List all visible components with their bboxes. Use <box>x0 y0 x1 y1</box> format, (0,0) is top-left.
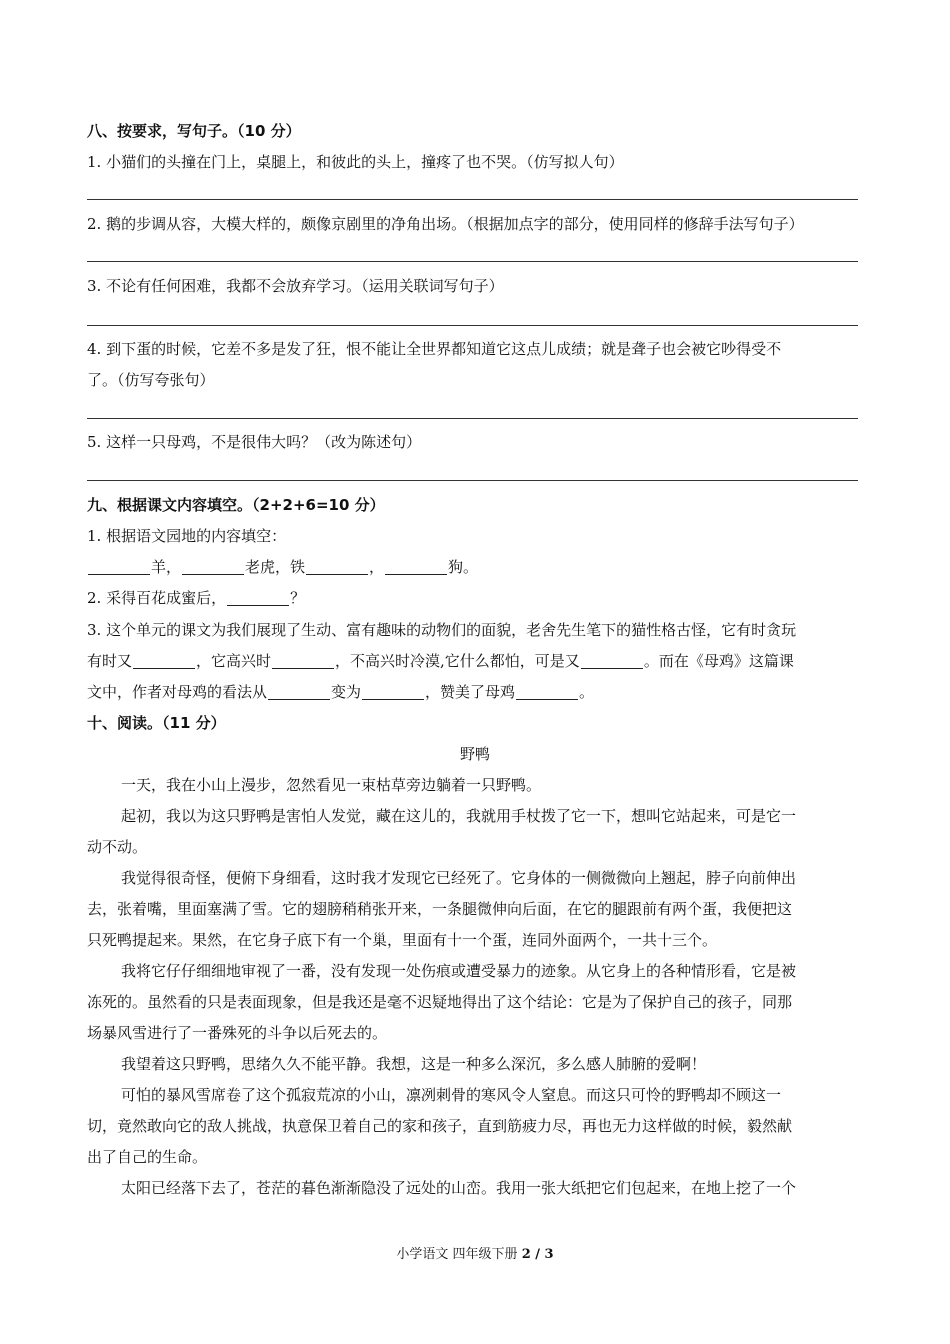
passage-paragraph-6-line: 出了自己的生命。 <box>87 1148 208 1166</box>
fill-text: ，赞美了母鸡 <box>425 683 516 701</box>
fill-text: 狗。 <box>448 558 479 576</box>
passage-paragraph-4-line: 冻死的。虽然看的只是表面现象，但是我还是毫不迟疑地得出了这个结论：它是为了保护自己的孩子，同那 <box>87 993 793 1011</box>
s8-question-4-line-1: 4. 到下蛋的时候，它差不多是发了狂，恨不能让全世界都知道它这点儿成绩；就是聋子也会被它吵得受不 <box>87 340 782 358</box>
fill-text: ，它高兴时 <box>196 652 272 670</box>
passage-paragraph-2-line: 起初，我以为这只野鸭是害怕人发觉，藏在这儿的，我就用手杖拨了它一下，想叫它站起来，可是它一 <box>121 807 797 825</box>
passage-paragraph-7-line: 太阳已经落下去了，苍茫的暮色渐渐隐没了远处的山峦。我用一张大纸把它们包起来，在地上挖了一个 <box>121 1179 797 1197</box>
s8-question-1: 1. 小猫们的头撞在门上，桌腿上，和彼此的头上，撞疼了也不哭。（仿写拟人句） <box>87 153 624 171</box>
fill-blank[interactable] <box>182 559 244 575</box>
s9-question-1: 1. 根据语文园地的内容填空： <box>87 527 287 545</box>
page-number: 2 / 3 <box>521 1247 554 1262</box>
fill-blank[interactable] <box>133 653 195 669</box>
fill-text: 文中，作者对母鸡的看法从 <box>87 683 268 701</box>
fill-text: ？ <box>290 589 306 607</box>
page-footer <box>0 1246 950 1264</box>
passage-paragraph-1: 一天，我在小山上漫步，忽然看见一束枯草旁边躺着一只野鸭。 <box>121 776 542 794</box>
s9-question-3-line-1: 3. 这个单元的课文为我们展现了生动、富有趣味的动物们的面貌，老舍先生笔下的猫性格古怪，它有时贪玩 <box>87 621 797 639</box>
fill-text: 老虎，铁 <box>245 558 306 576</box>
passage-paragraph-3-line: 我觉得很奇怪，便俯下身细看，这时我才发现它已经死了。它身体的一侧微微向上翘起，脖子向前伸出 <box>121 869 797 887</box>
fill-text: 。 <box>579 683 595 701</box>
passage-paragraph-3-line: 去，张着嘴，里面塞满了雪。它的翅膀稍稍张开来，一条腿微伸向后面，在它的腿跟前有两个蛋，我便把这 <box>87 900 793 918</box>
passage-paragraph-4-line: 我将它仔仔细细地审视了一番，没有发现一处伤痕或遭受暴力的迹象。从它身上的各种情形看，它是被 <box>121 962 797 980</box>
fill-blank[interactable] <box>88 559 150 575</box>
s9-question-1-fill <box>87 557 478 577</box>
s9-question-3-line-2 <box>87 651 794 671</box>
passage-paragraph-6-line: 可怕的暴风雪席卷了这个孤寂荒凉的小山，凛冽刺骨的寒风令人窒息。而这只可怜的野鸭却不顾这一 <box>121 1086 782 1104</box>
fill-text: 变为 <box>331 683 362 701</box>
passage-paragraph-3-line: 只死鸭提起来。果然，在它身子底下有一个巢，里面有十一个蛋，连同外面两个，一共十三个。 <box>87 931 718 949</box>
fill-text: 2. 采得百花成蜜后， <box>87 589 227 607</box>
section-9-heading: 九、根据课文内容填空。（2+2+6=10 分） <box>87 496 385 514</box>
fill-text: 。而在《母鸡》这篇课 <box>643 652 794 670</box>
s8-question-4-line-2: 了。（仿写夸张句） <box>87 371 215 389</box>
fill-text: 羊， <box>151 558 182 576</box>
fill-blank[interactable] <box>306 559 368 575</box>
fill-blank[interactable] <box>385 559 447 575</box>
passage-paragraph-2-line: 动不动。 <box>87 838 148 856</box>
s8-question-5: 5. 这样一只母鸡，不是很伟大吗？（改为陈述句） <box>87 433 422 451</box>
fill-blank[interactable] <box>362 684 424 700</box>
answer-line-3[interactable] <box>87 325 858 326</box>
fill-blank[interactable] <box>516 684 578 700</box>
passage-paragraph-6-line: 切，竟然敢向它的敌人挑战，执意保卫着自己的家和孩子，直到筋疲力尽，再也无力这样做的时候，毅然献 <box>87 1117 793 1135</box>
fill-text: ， <box>369 558 385 576</box>
answer-line-2[interactable] <box>87 261 858 262</box>
section-8-heading: 八、按要求，写句子。（10 分） <box>87 122 301 140</box>
s9-question-2 <box>87 588 305 608</box>
passage-title: 野鸭 <box>459 745 490 763</box>
section-10-heading: 十、阅读。（11 分） <box>87 714 226 732</box>
passage-paragraph-4-line: 场暴风雪进行了一番殊死的斗争以后死去的。 <box>87 1024 388 1042</box>
fill-text: ，不高兴时冷漠,它什么都怕，可是又 <box>335 652 580 670</box>
fill-blank[interactable] <box>272 653 334 669</box>
fill-blank[interactable] <box>581 653 643 669</box>
fill-blank[interactable] <box>268 684 330 700</box>
s9-question-3-line-3 <box>87 682 594 702</box>
answer-line-5[interactable] <box>87 480 858 481</box>
s8-question-3: 3. 不论有任何困难，我都不会放弃学习。（运用关联词写句子） <box>87 277 504 295</box>
s8-question-2: 2. 鹅的步调从容，大模大样的，颇像京剧里的净角出场。（根据加点字的部分，使用同样的修辞手法写句子） <box>87 215 804 233</box>
passage-paragraph-5: 我望着这只野鸭，思绪久久不能平静。我想，这是一种多么深沉，多么感人肺腑的爱啊！ <box>121 1055 707 1073</box>
answer-line-4[interactable] <box>87 418 858 419</box>
fill-text: 有时又 <box>87 652 133 670</box>
footer-subject: 小学语文 四年级下册 <box>396 1247 522 1262</box>
fill-blank[interactable] <box>227 590 289 606</box>
answer-line-1[interactable] <box>87 199 858 200</box>
